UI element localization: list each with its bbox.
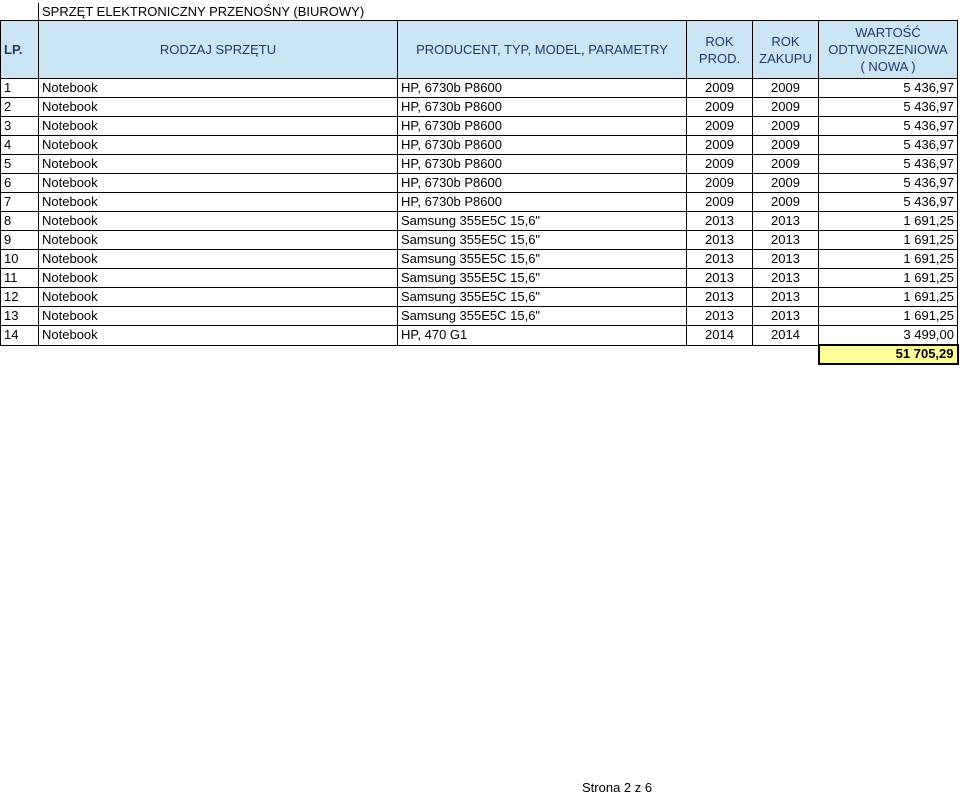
cell-value: 1 691,25 xyxy=(819,231,958,250)
cell-value: 1 691,25 xyxy=(819,212,958,231)
cell-value: 5 436,97 xyxy=(819,79,958,98)
table-row xyxy=(1,155,958,174)
table-row xyxy=(1,231,958,250)
header-year-prod-line1: ROK xyxy=(705,33,734,49)
cell-year-prod: 2009 xyxy=(687,117,753,136)
cell-value: 3 499,00 xyxy=(819,326,958,346)
cell-model: HP, 6730b P8600 xyxy=(398,136,687,155)
cell-type: Notebook xyxy=(39,117,398,136)
cell-value: 5 436,97 xyxy=(819,136,958,155)
cell-year-buy: 2014 xyxy=(753,326,819,346)
cell-model: HP, 6730b P8600 xyxy=(398,155,687,174)
cell-type: Notebook xyxy=(39,250,398,269)
table-row xyxy=(1,98,958,117)
table-row xyxy=(1,79,958,98)
table-row xyxy=(1,307,958,326)
cell-year-buy: 2013 xyxy=(753,269,819,288)
cell-year-prod: 2013 xyxy=(687,288,753,307)
cell-model: HP, 6730b P8600 xyxy=(398,79,687,98)
cell-year-prod: 2009 xyxy=(687,98,753,117)
header-value xyxy=(819,21,958,79)
cell-year-prod: 2009 xyxy=(687,136,753,155)
cell-value: 5 436,97 xyxy=(819,174,958,193)
cell-model: Samsung 355E5C 15,6" xyxy=(398,307,687,326)
cell-year-buy: 2013 xyxy=(753,288,819,307)
cell-lp: 11 xyxy=(1,269,39,288)
cell-lp: 13 xyxy=(1,307,39,326)
cell-type: Notebook xyxy=(39,269,398,288)
cell-type: Notebook xyxy=(39,212,398,231)
header-year-buy-line1: ROK xyxy=(771,33,800,49)
cell-model: Samsung 355E5C 15,6" xyxy=(398,269,687,288)
page-footer: Strona 2 z 6 xyxy=(582,780,653,795)
header-year-buy-line2: ZAKUPU xyxy=(759,50,812,66)
cell-model: HP, 6730b P8600 xyxy=(398,193,687,212)
cell-value: 1 691,25 xyxy=(819,250,958,269)
cell-lp: 9 xyxy=(1,231,39,250)
cell-year-prod: 2009 xyxy=(687,174,753,193)
cell-year-prod: 2013 xyxy=(687,231,753,250)
table-row xyxy=(1,174,958,193)
cell-year-buy: 2009 xyxy=(753,155,819,174)
cell-year-prod: 2013 xyxy=(687,250,753,269)
cell-type: Notebook xyxy=(39,155,398,174)
cell-year-prod: 2009 xyxy=(687,79,753,98)
table-header xyxy=(1,21,958,79)
table-row xyxy=(1,117,958,136)
table-row xyxy=(1,136,958,155)
cell-year-buy: 2013 xyxy=(753,212,819,231)
cell-value: 5 436,97 xyxy=(819,117,958,136)
total-value: 51 705,29 xyxy=(819,345,958,364)
header-year-buy xyxy=(753,21,819,79)
cell-lp: 10 xyxy=(1,250,39,269)
cell-lp: 8 xyxy=(1,212,39,231)
cell-model: HP, 470 G1 xyxy=(398,326,687,346)
cell-lp: 4 xyxy=(1,136,39,155)
header-value-line2: ODTWORZENIOWA xyxy=(828,42,948,57)
cell-type: Notebook xyxy=(39,307,398,326)
cell-value: 1 691,25 xyxy=(819,288,958,307)
cell-lp: 1 xyxy=(1,79,39,98)
cell-model: Samsung 355E5C 15,6" xyxy=(398,212,687,231)
cell-year-buy: 2013 xyxy=(753,250,819,269)
header-type: RODZAJ SPRZĘTU xyxy=(39,21,398,79)
cell-value: 5 436,97 xyxy=(819,98,958,117)
table-row xyxy=(1,288,958,307)
cell-model: Samsung 355E5C 15,6" xyxy=(398,231,687,250)
cell-value: 5 436,97 xyxy=(819,155,958,174)
cell-type: Notebook xyxy=(39,136,398,155)
total-spacer xyxy=(1,345,819,364)
cell-model: Samsung 355E5C 15,6" xyxy=(398,250,687,269)
cell-year-buy: 2009 xyxy=(753,174,819,193)
cell-year-buy: 2009 xyxy=(753,136,819,155)
cell-type: Notebook xyxy=(39,326,398,346)
table-row xyxy=(1,269,958,288)
cell-value: 1 691,25 xyxy=(819,269,958,288)
equipment-table xyxy=(0,20,959,365)
cell-year-buy: 2009 xyxy=(753,79,819,98)
cell-lp: 6 xyxy=(1,174,39,193)
cell-lp: 14 xyxy=(1,326,39,346)
table-row xyxy=(1,212,958,231)
cell-lp: 12 xyxy=(1,288,39,307)
cell-year-prod: 2009 xyxy=(687,155,753,174)
cell-year-buy: 2013 xyxy=(753,231,819,250)
header-year-prod-line2: PROD. xyxy=(698,50,741,66)
cell-type: Notebook xyxy=(39,288,398,307)
cell-year-prod: 2009 xyxy=(687,193,753,212)
cell-model: Samsung 355E5C 15,6" xyxy=(398,288,687,307)
header-lp: LP. xyxy=(1,21,39,79)
cell-model: HP, 6730b P8600 xyxy=(398,174,687,193)
cell-type: Notebook xyxy=(39,79,398,98)
table-body xyxy=(1,79,958,346)
section-title: SPRZĘT ELEKTRONICZNY PRZENOŚNY (BIUROWY) xyxy=(38,3,364,20)
cell-year-buy: 2009 xyxy=(753,117,819,136)
cell-lp: 2 xyxy=(1,98,39,117)
cell-year-buy: 2009 xyxy=(753,98,819,117)
cell-year-buy: 2013 xyxy=(753,307,819,326)
cell-type: Notebook xyxy=(39,98,398,117)
cell-year-prod: 2014 xyxy=(687,326,753,346)
cell-year-prod: 2013 xyxy=(687,307,753,326)
total-row xyxy=(1,345,958,364)
header-value-line1: WARTOŚĆ xyxy=(855,25,921,40)
cell-type: Notebook xyxy=(39,231,398,250)
header-year-prod xyxy=(687,21,753,79)
cell-year-prod: 2013 xyxy=(687,269,753,288)
cell-value: 1 691,25 xyxy=(819,307,958,326)
cell-value: 5 436,97 xyxy=(819,193,958,212)
table-row xyxy=(1,326,958,346)
cell-lp: 3 xyxy=(1,117,39,136)
cell-type: Notebook xyxy=(39,174,398,193)
cell-lp: 7 xyxy=(1,193,39,212)
cell-type: Notebook xyxy=(39,193,398,212)
cell-model: HP, 6730b P8600 xyxy=(398,98,687,117)
header-producer: PRODUCENT, TYP, MODEL, PARAMETRY xyxy=(398,21,687,79)
cell-model: HP, 6730b P8600 xyxy=(398,117,687,136)
table-row xyxy=(1,250,958,269)
header-value-line3: ( NOWA ) xyxy=(860,59,916,74)
table-row xyxy=(1,193,958,212)
cell-lp: 5 xyxy=(1,155,39,174)
cell-year-buy: 2009 xyxy=(753,193,819,212)
cell-year-prod: 2013 xyxy=(687,212,753,231)
